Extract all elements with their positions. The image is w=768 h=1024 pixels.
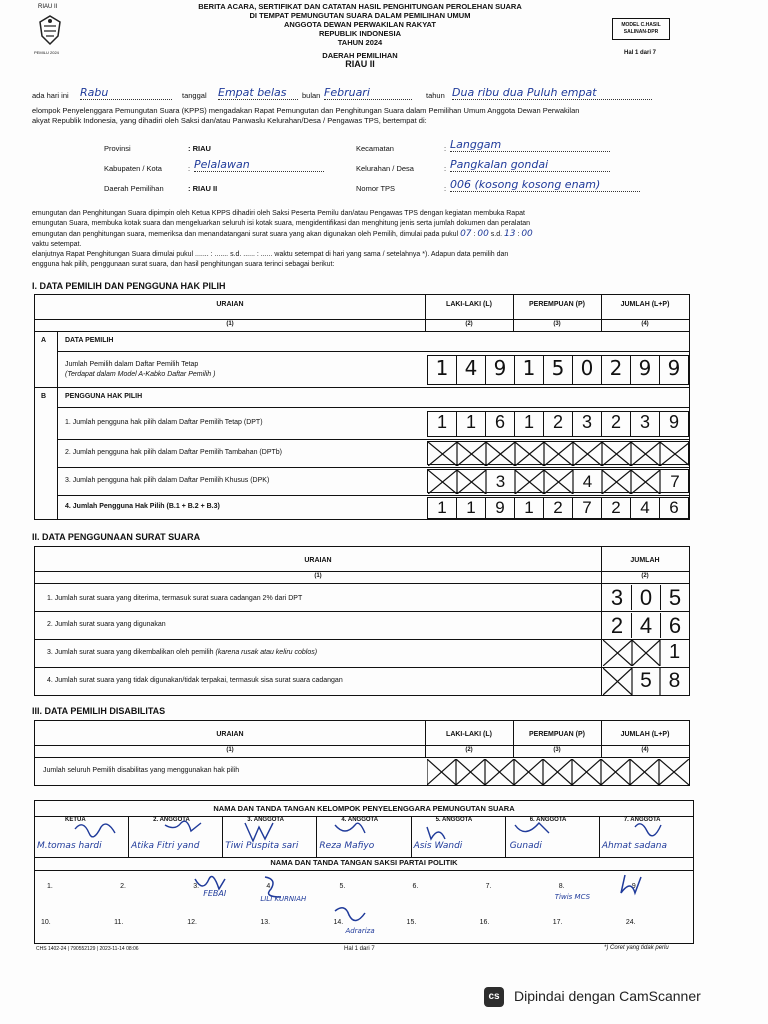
- saksi-name: FEBAI: [203, 889, 227, 898]
- region-value: RIAU II: [345, 59, 375, 69]
- s3-row-label: Jumlah seluruh Pemilih disabilitas yang menggunakan hak pilih: [43, 767, 240, 774]
- date-prefix: tanggal: [182, 91, 207, 100]
- saksi-num: 6.: [412, 883, 419, 890]
- camscanner-icon: cs: [484, 987, 504, 1007]
- role-label: KETUA: [65, 817, 86, 823]
- digit: 2: [602, 412, 631, 436]
- s2-r4-digit-1: 5: [640, 669, 652, 692]
- s1-b-letter: B: [41, 393, 47, 400]
- digit: 1: [457, 412, 486, 436]
- role-label: 5. ANGGOTA: [435, 817, 473, 823]
- body-line-4: vaktu setempat.: [32, 241, 82, 248]
- footer-note: *) Coret yang tidak perlu: [604, 945, 669, 951]
- body-line-5: elanjutnya Rapat Penghitungan Suara dimulai pukul ....... : ....... s.d. ...... : ...... waktu setempat di hari yang sama / setelahnya *). Adapun data pemilih dan: [32, 251, 509, 258]
- digit: 9: [668, 412, 679, 432]
- s2-r3-digit: 1: [668, 641, 681, 663]
- digit: 1: [515, 498, 544, 518]
- digit: 1: [428, 498, 457, 518]
- kelurahan-value: Pangkalan gondai: [450, 158, 610, 172]
- digit: 2: [602, 498, 631, 518]
- digit: 6: [669, 498, 679, 517]
- s1-num1: (1): [226, 321, 234, 327]
- logo-bottom: PEMILU 2024: [34, 50, 59, 55]
- s1-col-laki: LAKI-LAKI (L): [446, 301, 492, 308]
- saksi-name: Tiwis MCS: [554, 893, 591, 901]
- digit: 1: [457, 498, 486, 518]
- body-text: emungutan dan Penghitungan Suara dipimpin oleh Ketua KPPS dihadiri oleh Saksi Peserta Pemilu dan/atau Pengawas TPS dengan kegiatan membuka Rapat emungutan Suara, membuka kotak suara dan mengeluarkan seluruh isi kotak suara, mengidentifikasi dan menghitung jenis serta jumlah dokumen dan peralatan emungutan dan penghitungan suara, memeriksa dan menandatangani surat suara yang akan digunakan oleh Pemilih, dimulai pada pukul 07 : 00 s.d. 13 : 00 vaktu setempat. elanjutnya Rapat Penghitungan Suara dimulai pukul ....... : ....... s.d. ...... : ...... waktu setempat di hari yang sama / setelahnya *). Adapun data pemilih dan engguna hak pilih, penggunaan surat suara, dan hasil penghitungan suara terinci sebagai berikut:: [32, 209, 732, 270]
- kecamatan-value: Langgam: [450, 138, 610, 152]
- camscanner-label: Dipindai dengan CamScanner: [514, 988, 701, 1004]
- role-label: 3. ANGGOTA: [247, 817, 284, 823]
- time-end-hour: 13: [504, 229, 516, 239]
- time-start-min: 00: [477, 229, 489, 239]
- digit: 3: [603, 585, 632, 610]
- digit: 2: [602, 356, 631, 384]
- s1-a-row-label: Jumlah Pemilih dalam Daftar Pemilih Tetap: [65, 361, 199, 368]
- s3-row-digits: [427, 759, 689, 785]
- digit: 9: [667, 356, 681, 380]
- s3-num1: (1): [226, 747, 234, 753]
- s2-r1-digits: [603, 585, 689, 610]
- s1-a-row-sub: (Terdapat dalam Model A-Kabko Daftar Pemilih ): [65, 371, 216, 378]
- kecamatan-label: Kecamatan: [356, 144, 394, 153]
- footer-page: Hal 1 dari 7: [344, 946, 375, 952]
- date-value: Empat belas: [218, 86, 298, 100]
- s1-b1-digits: [427, 411, 689, 437]
- saksi-num: 4.: [266, 883, 273, 890]
- digit: 1: [515, 356, 544, 384]
- tps-label: Nomor TPS: [356, 184, 396, 193]
- saksi-name: LILI KURNIAH: [260, 895, 307, 903]
- saksi-num: 12.: [187, 919, 197, 926]
- time-sd: s.d.: [490, 231, 503, 238]
- s1-col-perempuan: PEREMPUAN (P): [528, 301, 585, 308]
- kabupaten-label: Kabupaten / Kota: [104, 164, 162, 173]
- section-2-table: [34, 546, 690, 696]
- year-prefix: tahun: [426, 91, 445, 100]
- kpps-name: M.tomas hardi: [37, 841, 102, 851]
- digit: 9: [631, 356, 660, 384]
- title-line-4: REPUBLIK INDONESIA: [318, 29, 402, 38]
- s3-col-jumlah: JUMLAH (L+P): [620, 731, 670, 738]
- digit: 4: [631, 498, 660, 518]
- s1-col-uraian: URAIAN: [216, 301, 244, 308]
- dapil-label: Daerah Pemilihan: [104, 184, 164, 193]
- signature-scribbles-icon: [35, 817, 693, 857]
- saksi-num: 10.: [41, 919, 51, 926]
- body-line-1: emungutan dan Penghitungan Suara dipimpin oleh Ketua KPPS dihadiri oleh Saksi Peserta Pemilu dan/atau Pengawas TPS dengan kegiatan membuka Rapat: [32, 210, 525, 217]
- kelurahan-label: Kelurahan / Desa: [356, 164, 414, 173]
- location-block: Provinsi : RIAU Kabupaten / Kota : Pelalawan Daerah Pemilihan : RIAU II Kecamatan : Langgam Kelurahan / Desa : Pangkalan gondai Nomor TPS : 006 (kosong kosong enam): [104, 140, 664, 196]
- s2-r4-digit-2: 8: [668, 669, 681, 692]
- kpps-name: Reza Mafiyo: [319, 841, 375, 851]
- saksi-num: 2.: [120, 883, 126, 890]
- digit: 7: [573, 498, 602, 518]
- logo-label: RIAU II: [38, 4, 58, 10]
- s2-r4-digits: [603, 668, 689, 695]
- s1-num4: (4): [641, 321, 649, 327]
- day-value: Rabu: [80, 86, 172, 100]
- time-end-min: 00: [521, 229, 533, 239]
- s2-col-uraian: URAIAN: [304, 557, 332, 564]
- s2-r2-label: 2. Jumlah surat suara yang digunakan: [47, 621, 166, 628]
- s2-r2-digits: [603, 613, 689, 638]
- role-label: 6. ANGGOTA: [529, 817, 567, 823]
- s1-b-title: PENGGUNA HAK PILIH: [65, 393, 143, 400]
- digit: 1: [428, 412, 457, 436]
- digit: 5: [544, 356, 573, 384]
- digit: 2: [544, 498, 573, 518]
- saksi-num: 17.: [552, 919, 563, 926]
- saksi-name: Adrariza: [345, 927, 375, 935]
- s1-b4-label: 4. Jumlah Pengguna Hak Pilih (B.1 + B.2 + B.3): [65, 503, 220, 510]
- saksi-signature-scribbles-icon: [35, 871, 693, 943]
- saksi-num: 3.: [193, 883, 200, 890]
- section-3-title: III. DATA PEMILIH DISABILITAS: [32, 706, 166, 716]
- s2-col-jumlah: JUMLAH: [630, 557, 660, 564]
- digit: 9: [486, 498, 515, 518]
- s3-col-perempuan: PEREMPUAN (P): [528, 731, 585, 738]
- s2-num2: (2): [641, 573, 649, 579]
- section-1-title: I. DATA PEMILIH DAN PENGGUNA HAK PILIH: [32, 281, 226, 291]
- s2-r4-label: 4. Jumlah surat suara yang tidak digunakan/tidak terpakai, termasuk sisa surat suara cadangan: [47, 677, 343, 684]
- digit: 3: [631, 412, 660, 436]
- s1-a-letter: A: [41, 337, 47, 344]
- body-line-6: engguna hak pilih, penggunaan surat suara, dan hasil penghitungan suara terinci sebagai berikut:: [32, 261, 335, 268]
- intro-para-2: akyat Republik Indonesia, yang dihadiri oleh Saksi dan/atau Panwaslu Kelurahan/Desa / Pengawas TPS, bertempat di:: [32, 116, 427, 125]
- document-title: [150, 2, 570, 69]
- intro-line: [32, 86, 712, 102]
- saksi-num: 13.: [260, 919, 271, 926]
- digit: 3: [573, 412, 602, 436]
- month-value: Februari: [324, 86, 412, 100]
- digit: 0: [573, 356, 602, 384]
- kpps-name: Asis Wandi: [413, 841, 463, 851]
- digit: 4: [632, 613, 661, 638]
- digit: 2: [603, 613, 632, 638]
- digit: 0: [632, 585, 661, 610]
- kpu-logo: [34, 4, 64, 60]
- body-line-3: emungutan dan penghitungan suara, memeriksa dan menandatangani surat suara yang akan digunakan oleh Pemilih, dimulai pada pukul: [32, 231, 459, 238]
- model-line-2: SALINAN-DPR: [623, 29, 659, 35]
- s1-b3-label: 3. Jumlah pengguna hak pilih dalam Daftar Pemilih Khusus (DPK): [65, 477, 270, 484]
- dapil-value: : RIAU II: [188, 184, 218, 193]
- provinsi-label: Provinsi: [104, 144, 131, 153]
- s3-col-uraian: URAIAN: [216, 731, 244, 738]
- s3-num3: (3): [553, 747, 561, 753]
- s1-b1-label: 1. Jumlah pengguna hak pilih dalam Daftar Pemilih Tetap (DPT): [65, 419, 263, 426]
- s1-a-title: DATA PEMILIH: [65, 337, 114, 344]
- intro-para-1: elompok Penyelenggara Pemungutan Suara (KPPS) mengadakan Rapat Pemungutan dan Penghitungan Suara dalam Pemilihan Umum Anggota Dewan Perwakilan: [32, 106, 580, 115]
- s1-num2: (2): [465, 321, 473, 327]
- provinsi-value: : RIAU: [188, 144, 211, 153]
- role-label: 2. ANGGOTA: [153, 817, 190, 823]
- role-label: 4. ANGGOTA: [341, 817, 379, 823]
- time-start-hour: 07: [460, 229, 472, 239]
- s2-r3-label-it: (karena rusak atau keliru coblos): [215, 649, 318, 656]
- kpps-name: Atika Fitri yand: [131, 841, 200, 851]
- model-line-1: MODEL C.HASIL: [621, 22, 661, 28]
- s3-col-laki: LAKI-LAKI (L): [446, 731, 492, 738]
- model-box: [612, 18, 670, 40]
- kabupaten-value: Pelalawan: [194, 158, 324, 172]
- saksi-num: 5.: [339, 883, 346, 890]
- month-prefix: bulan: [302, 91, 321, 100]
- saksi-num: 14.: [333, 919, 344, 926]
- saksi-num: 9.: [631, 883, 638, 890]
- s3-num4: (4): [641, 747, 649, 753]
- kpps-title: NAMA DAN TANDA TANGAN KELOMPOK PENYELENGGARA PEMUNGUTAN SUARA: [213, 804, 515, 813]
- s3-num2: (2): [465, 747, 473, 753]
- s1-b4-digits: [427, 497, 689, 519]
- footer-code: CHS 1402-24 | 790552129 | 2023-11-14 08:06: [36, 946, 139, 952]
- s1-num3: (3): [553, 321, 561, 327]
- saksi-num: 7.: [485, 883, 492, 890]
- kpps-name: Ahmat sadana: [601, 841, 668, 851]
- s2-r3-text: [47, 649, 317, 656]
- s2-num1: (1): [314, 573, 322, 579]
- body-line-2: emungutan Suara, membuka kotak suara dan mengeluarkan seluruh isi kotak suara, mengidentifikasi dan menghitung jenis serta jumlah dokumen dan peralatan: [32, 220, 531, 227]
- title-line-1: BERITA ACARA, SERTIFIKAT DAN CATATAN HASIL PENGHITUNGAN PEROLEHAN SUARA: [198, 2, 522, 11]
- section-2-title: II. DATA PENGGUNAAN SURAT SUARA: [32, 532, 201, 542]
- digit: 5: [668, 585, 682, 610]
- s1-b2-digits: [427, 441, 689, 465]
- day-prefix: ada hari ini: [32, 91, 69, 100]
- b3-l-digit: 3: [495, 472, 506, 491]
- saksi-num: 16.: [479, 919, 490, 926]
- s1-b3-digits: [427, 469, 689, 493]
- section-1-table: [34, 294, 690, 520]
- kpps-name: Gunadi: [509, 841, 542, 851]
- digit: 1: [515, 412, 544, 436]
- s2-r3-digits: [603, 640, 689, 666]
- s1-a-digits: [427, 355, 689, 385]
- title-line-3: ANGGOTA DEWAN PERWAKILAN RAKYAT: [284, 20, 436, 29]
- digit: 6: [668, 613, 682, 638]
- saksi-num: 15.: [406, 919, 417, 926]
- title-line-2: DI TEMPAT PEMUNGUTAN SUARA DALAM PEMILIHAN UMUM: [249, 11, 471, 20]
- saksi-num: 8.: [558, 883, 565, 890]
- saksi-num: 1.: [47, 883, 53, 890]
- digit: 1: [428, 356, 457, 384]
- year-value: Dua ribu dua Puluh empat: [452, 86, 652, 100]
- saksi-num: 11.: [114, 919, 124, 926]
- s2-r3-label: 3. Jumlah surat suara yang dikembalikan oleh pemilih: [47, 649, 214, 656]
- s1-col-jumlah: JUMLAH (L+P): [620, 301, 670, 308]
- kpps-name: Tiwi Puspita sari: [225, 841, 299, 851]
- region-label: DAERAH PEMILIHAN: [322, 51, 398, 60]
- s2-r1-label: 1. Jumlah surat suara yang diterima, termasuk surat suara cadangan 2% dari DPT: [47, 595, 303, 602]
- digit: 6: [486, 412, 515, 436]
- digit: 2: [544, 412, 573, 436]
- digit: 4: [457, 356, 486, 384]
- digit: 9: [486, 356, 515, 384]
- signature-table: [34, 800, 694, 944]
- s1-b2-label: 2. Jumlah pengguna hak pilih dalam Daftar Pemilih Tambahan (DPTb): [65, 449, 282, 456]
- b3-j-digit: 7: [670, 472, 680, 491]
- role-label: 7. ANGGOTA: [623, 817, 661, 823]
- title-line-5: TAHUN 2024: [337, 38, 383, 47]
- tps-value: 006 (kosong kosong enam): [450, 178, 640, 192]
- camscanner-badge: [484, 983, 754, 1011]
- b3-p-digit: 4: [582, 472, 593, 491]
- saksi-title: NAMA DAN TANDA TANGAN SAKSI PARTAI POLITIK: [270, 858, 458, 867]
- saksi-num: 24.: [625, 919, 636, 926]
- page-indicator: Hal 1 dari 7: [624, 50, 657, 56]
- section-3-table: [34, 720, 690, 786]
